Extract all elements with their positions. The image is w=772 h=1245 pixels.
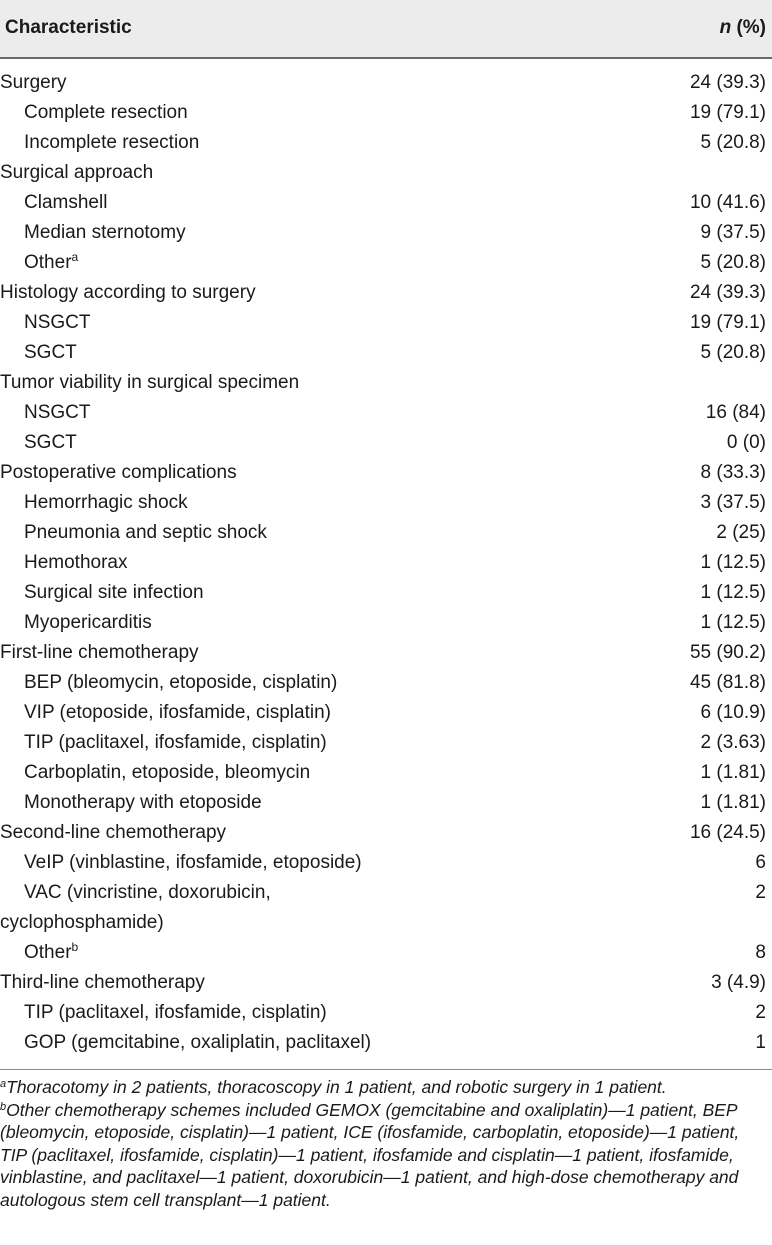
table-row — [0, 728, 772, 758]
table-row — [0, 158, 772, 188]
table-row — [0, 308, 772, 338]
table-row — [0, 548, 772, 578]
row-label — [0, 68, 600, 98]
table-row — [0, 608, 772, 638]
row-label — [24, 188, 624, 218]
row-label — [24, 428, 624, 458]
row-value: 1 (12.5) — [700, 552, 766, 573]
row-value: 2 — [755, 882, 766, 903]
row-value: 1 — [755, 1032, 766, 1053]
row-label-text: Surgery — [0, 72, 67, 93]
row-label-text: Second-line chemotherapy — [0, 822, 227, 843]
table-header — [0, 0, 772, 57]
row-label — [24, 128, 624, 158]
row-label-text: VeIP (vinblastine, ifosfamide, etoposide) — [24, 852, 362, 873]
row-label-continuation: cyclophosphamide) — [0, 912, 164, 933]
row-value: 6 (10.9) — [700, 702, 766, 723]
footnotes — [0, 1076, 770, 1211]
row-label — [24, 488, 624, 518]
row-label — [24, 338, 624, 368]
row-label — [24, 518, 624, 548]
row-label-text: TIP (paclitaxel, ifosfamide, cisplatin) — [24, 732, 327, 753]
table-row — [0, 488, 772, 518]
table-row — [0, 758, 772, 788]
row-label-text: Other — [24, 942, 72, 963]
row-label — [0, 278, 600, 308]
row-label-text: Third-line chemotherapy — [0, 972, 205, 993]
row-label-text: Myopericarditis — [24, 612, 152, 633]
row-label-text: Incomplete resection — [24, 132, 200, 153]
row-label — [24, 668, 624, 698]
row-label — [24, 578, 624, 608]
row-label — [24, 1028, 624, 1058]
row-label — [0, 638, 600, 668]
row-label — [24, 608, 624, 638]
table-row — [0, 98, 772, 128]
table-row — [0, 848, 772, 878]
table-body — [0, 68, 772, 1058]
table-row — [0, 368, 772, 398]
table-row — [0, 128, 772, 158]
row-label-text: Tumor viability in surgical specimen — [0, 372, 300, 393]
row-label-text: Clamshell — [24, 192, 108, 213]
row-value: 2 — [755, 1002, 766, 1023]
table-row — [0, 188, 772, 218]
row-label — [24, 788, 624, 818]
row-label — [24, 728, 624, 758]
row-label — [0, 878, 624, 938]
row-label — [0, 458, 600, 488]
row-label — [0, 968, 600, 998]
row-value: 16 (84) — [705, 402, 766, 423]
row-label-text: Hemorrhagic shock — [24, 492, 188, 513]
table-row — [0, 398, 772, 428]
table-row — [0, 1028, 772, 1058]
table-row — [0, 788, 772, 818]
row-label-text: BEP (bleomycin, etoposide, cisplatin) — [24, 672, 338, 693]
table-row — [0, 248, 772, 278]
row-label-text: TIP (paclitaxel, ifosfamide, cisplatin) — [24, 1002, 327, 1023]
table-row — [0, 638, 772, 668]
footnote-reference: a — [71, 250, 79, 264]
row-value: 1 (12.5) — [700, 612, 766, 633]
row-value: 9 (37.5) — [700, 222, 766, 243]
row-label-text: Surgical site infection — [24, 582, 204, 603]
table-row — [0, 968, 772, 998]
table-row — [0, 578, 772, 608]
row-label — [24, 218, 624, 248]
footnote-divider — [0, 1069, 772, 1070]
row-label — [24, 998, 624, 1028]
n-symbol: n — [719, 17, 732, 38]
footnote-a — [0, 1076, 770, 1099]
row-value: 6 — [755, 852, 766, 873]
table-row — [0, 428, 772, 458]
row-label — [24, 98, 624, 128]
row-label-text: Monotherapy with etoposide — [24, 792, 262, 813]
footnote-text: Thoracotomy in 2 patients, thoracoscopy in 1 patient, and robotic surgery in 1 patient. — [6, 1077, 667, 1097]
column-header-characteristic: Characteristic — [5, 17, 132, 38]
footnote-b — [0, 1099, 770, 1212]
row-label-text: SGCT — [24, 432, 77, 453]
row-label — [24, 548, 624, 578]
row-label-text: VAC (vincristine, doxorubicin, — [24, 882, 271, 903]
table-row — [0, 998, 772, 1028]
row-label — [0, 818, 600, 848]
row-label — [0, 158, 600, 188]
row-label-text: Postoperative complications — [0, 462, 237, 483]
row-label-text: Median sternotomy — [24, 222, 186, 243]
row-label-text: First-line chemotherapy — [0, 642, 199, 663]
row-value: 10 (41.6) — [689, 192, 766, 213]
table-row — [0, 278, 772, 308]
table-row — [0, 338, 772, 368]
table-row — [0, 818, 772, 848]
row-label-text: NSGCT — [24, 402, 91, 423]
row-value: 45 (81.8) — [689, 672, 766, 693]
row-label-text: Pneumonia and septic shock — [24, 522, 267, 543]
table-row — [0, 878, 772, 938]
row-label-text: Carboplatin, etoposide, bleomycin — [24, 762, 311, 783]
table-row — [0, 218, 772, 248]
footnote-reference: b — [71, 940, 79, 954]
row-label — [24, 938, 624, 968]
footnote-mark: b — [0, 1100, 7, 1113]
row-value: 55 (90.2) — [689, 642, 766, 663]
header-divider — [0, 57, 772, 59]
row-label-text: NSGCT — [24, 312, 91, 333]
footnote-text: Other chemotherapy schemes included GEMOX (gemcitabine and oxaliplatin)—1 patient, BEP (bleomycin, etoposide, cisplatin)—1 patient, ICE (ifosfamide, carboplatin, etoposide)—1 patient, TIP (paclitaxel, ifosfamide, cisplatin)—1 patient, ifosfamide and cisplatin—1 patient, ifosfamide, vinblastine, and paclitaxel—1 patient, doxorubicin—1 patient, and high-dose chemotherapy and autologous stem cell transplant—1 patient. — [0, 1099, 740, 1210]
row-value: 1 (1.81) — [700, 792, 766, 813]
row-label-text: GOP (gemcitabine, oxaliplatin, paclitaxel) — [24, 1032, 372, 1053]
row-value: 5 (20.8) — [700, 342, 766, 363]
row-value: 16 (24.5) — [689, 822, 766, 843]
row-label — [24, 248, 624, 278]
table-row — [0, 68, 772, 98]
row-value: 19 (79.1) — [689, 102, 766, 123]
footnote-mark: a — [0, 1078, 7, 1090]
row-label-text: Other — [24, 252, 72, 273]
row-label-text: Histology according to surgery — [0, 282, 256, 303]
table-row — [0, 668, 772, 698]
row-label-text: Surgical approach — [0, 162, 154, 183]
row-label-text: SGCT — [24, 342, 77, 363]
row-label — [24, 758, 624, 788]
percent-label: (%) — [731, 17, 766, 38]
row-label-text: Hemothorax — [24, 552, 128, 573]
table-row — [0, 458, 772, 488]
table-row — [0, 518, 772, 548]
row-value: 19 (79.1) — [689, 312, 766, 333]
row-value: 8 (33.3) — [700, 462, 766, 483]
row-value: 3 (4.9) — [711, 972, 766, 993]
row-value: 2 (25) — [716, 522, 766, 543]
row-value: 2 (3.63) — [700, 732, 766, 753]
row-label-text: VIP (etoposide, ifosfamide, cisplatin) — [24, 702, 331, 723]
row-value: 1 (12.5) — [700, 582, 766, 603]
table-row — [0, 938, 772, 968]
row-label — [24, 308, 624, 338]
row-label-text: Complete resection — [24, 102, 188, 123]
row-value: 8 — [755, 942, 766, 963]
table-row — [0, 698, 772, 728]
row-value: 3 (37.5) — [700, 492, 766, 513]
row-label — [0, 368, 600, 398]
column-header-n-percent — [720, 17, 766, 39]
row-value: 0 (0) — [726, 432, 766, 453]
row-value: 24 (39.3) — [689, 282, 766, 303]
row-label — [24, 398, 624, 428]
row-value: 24 (39.3) — [689, 72, 766, 93]
row-value: 5 (20.8) — [700, 252, 766, 273]
row-value: 1 (1.81) — [700, 762, 766, 783]
row-label — [24, 848, 624, 878]
row-label — [24, 698, 624, 728]
row-value: 5 (20.8) — [700, 132, 766, 153]
